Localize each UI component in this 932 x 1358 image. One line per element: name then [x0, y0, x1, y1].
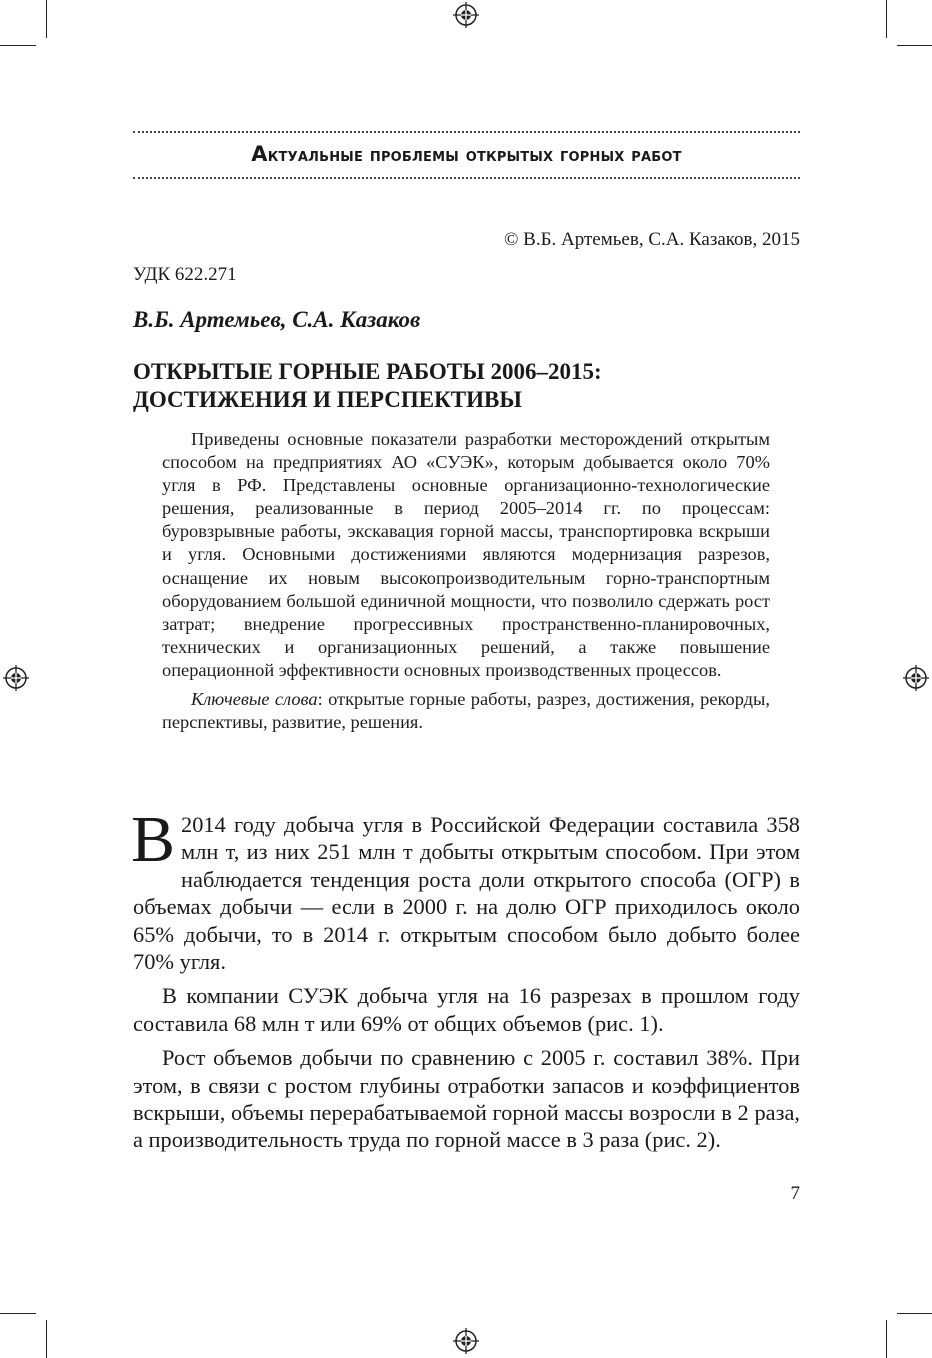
abstract-text: Приведены основные показатели разработки месторождений открытым способом на предприятиях АО «СУЭК», которым добывается около 70% угля в РФ. Представлены основные организационно-технологические решения, реализованные в период 2005–2014 гг. по процессам: буровзрывные работы, экскавация горной массы, транспортировка вскрыши и угля. Основными достижениями являются модернизация разрезов, оснащение их новым высокопроизводительным горно-транспортным оборудованием большой единичной мощности, что позволило сдержать рост затрат; внедрение прогрессивных пространственно-планировочных, технических и организационных решений, а также повышение операционной эффективности основных производственных процессов. [162, 429, 770, 680]
body-paragraph-2: В компании СУЭК добыча угля на 16 разрезах в прошлом году составила 68 млн т или 69% от общих объемов (рис. 1). [133, 983, 800, 1036]
page-number: 7 [790, 1183, 800, 1204]
registration-mark-icon [3, 665, 29, 691]
authors: В.Б. Артемьев, С.А. Казаков [133, 307, 421, 332]
udk-code: УДК 622.271 [133, 264, 237, 285]
article-title-line-1: ОТКРЫТЫЕ ГОРНЫЕ РАБОТЫ 2006–2015: [133, 359, 602, 384]
header-rule-top [133, 131, 800, 133]
body-paragraph-1 [131, 803, 800, 975]
keywords [162, 688, 770, 734]
running-header-text: ктуальные проблемы открытых горных работ [267, 144, 682, 166]
crop-mark [46, 0, 47, 38]
copyright: © В.Б. Артемьев, С.А. Казаков, 2015 [504, 229, 800, 250]
registration-mark-icon [903, 665, 929, 691]
keywords-list: : открытые горные работы, разрез, достижения, рекорды, перспективы, развитие, решения. [162, 689, 770, 733]
crop-mark [886, 1320, 887, 1358]
article-title [133, 358, 800, 414]
running-header-cap: А [251, 142, 268, 166]
crop-mark [0, 1313, 36, 1314]
crop-mark [897, 45, 932, 46]
crop-mark [46, 1320, 47, 1358]
abstract [162, 428, 770, 734]
header-rule-bottom [133, 177, 800, 179]
drop-cap: В [131, 803, 176, 876]
registration-mark-icon [453, 1328, 479, 1354]
body-paragraph-3: Рост объемов добычи по сравнению с 2005 г. составил 38%. При этом, в связи с ростом глубины отработки запасов и коэффициентов вскрыши, объемы перерабатываемой горной массы возросли в 2 раза, а производительность труда по горной массе в 3 раза (рис. 2). [133, 1045, 800, 1153]
crop-mark [886, 0, 887, 38]
crop-mark [0, 45, 36, 46]
article-title-line-2: ДОСТИЖЕНИЯ И ПЕРСПЕКТИВЫ [133, 387, 522, 412]
body-paragraph-1-text: 2014 году добыча угля в Российской Федерации составила 358 млн т, из них 251 млн т добыты открытым способом. При этом наблюдается тенденция роста доли открытого способа (ОГР) в объемах добычи — если в 2000 г. на долю ОГР приходилось около 65% добычи, то в 2014 г. открытым способом было добыто более 70% угля. [133, 812, 800, 975]
registration-mark-icon [453, 2, 479, 28]
keywords-label: Ключевые слова [191, 689, 318, 710]
crop-mark [897, 1313, 932, 1314]
article-body [131, 803, 800, 1154]
running-header [133, 142, 800, 166]
